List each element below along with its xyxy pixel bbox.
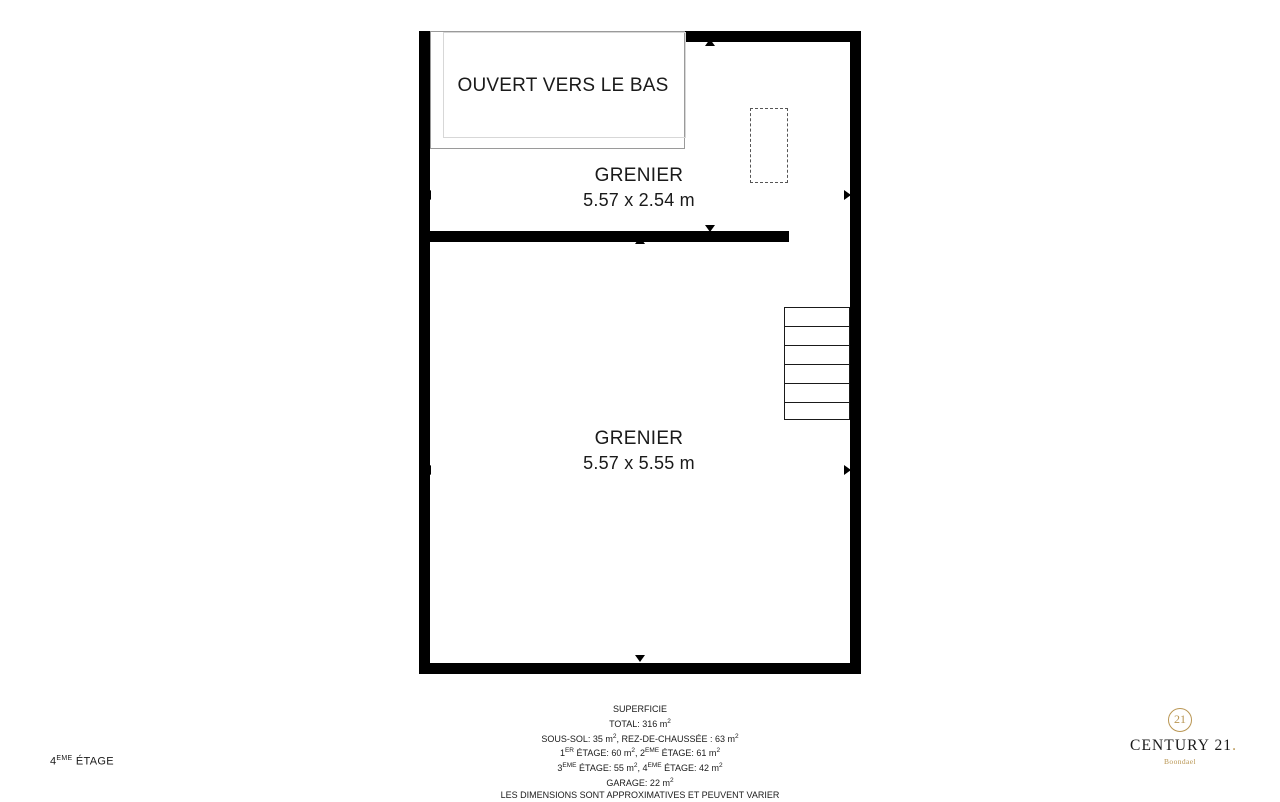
roof-hatch-dashed-rectangle [750,108,788,183]
dimension-arrow-right [844,465,851,475]
area-summary-line-4: GARAGE: 22 $m^2$ [606,776,674,788]
century21-agency-name: Boondael [1164,757,1196,766]
stair-step [785,326,849,327]
dimension-arrow-up [705,39,715,46]
area-summary-title: SUPERFICIE [612,704,667,714]
room-dimensions: 5.57 x 5.55 m [583,453,695,473]
staircase [784,307,850,420]
stair-step [785,364,849,365]
room-name: GRENIER [594,428,684,449]
area-summary-disclaimer: LES DIMENSIONS SONT APPROXIMATIVES ET PEUVENT VARIER [500,789,780,800]
area-summary-line-3: 3EME ÉTAGE: 55 $m^2$, 4EME ÉTAGE: 42 $m^2$ [557,762,723,774]
floor-indicator-ordinal: EME [56,755,73,762]
century21-badge-icon [1168,708,1192,732]
century21-wordmark-dot: . [1232,737,1238,754]
wall-bottom [419,663,861,674]
dimension-arrow-up [635,237,645,244]
century21-wordmark-text: CENTURY 21 [1130,737,1233,754]
room-name: GRENIER [594,165,684,186]
dimension-arrow-right [844,190,851,200]
wall-interior-partition [430,231,789,242]
area-summary-line-1: SOUS-SOL: 35 $m^2$, REZ-DE-CHAUSSÉE : 63 $m^2$ [541,732,739,744]
room-dimensions: 5.57 x 2.54 m [583,190,695,210]
century21-badge-glyph: 21 [1174,712,1186,726]
floor-plan [419,31,861,674]
area-summary [340,704,940,802]
floor-indicator-word: ÉTAGE [72,755,114,768]
room-label-grenier-lower [539,427,739,475]
open-to-below-label: OUVERT VERS LE BAS [457,75,669,96]
room-label-grenier-upper [539,164,739,212]
stair-step [785,402,849,403]
dimension-arrow-left [424,465,431,475]
stair-step [785,345,849,346]
floor-indicator [50,755,114,768]
stair-step [785,383,849,384]
century21-logo [1130,708,1238,766]
dimension-arrow-left [424,190,431,200]
century21-wordmark [1130,737,1238,755]
area-summary-line-2: 1ER ÉTAGE: 60 $m^2$, 2EME ÉTAGE: 61 $m^2$ [559,747,721,759]
wall-left [419,31,430,674]
floor-indicator-number: 4 [50,755,57,768]
dimension-arrow-down [635,655,645,662]
wall-right [850,31,861,674]
area-summary-total: TOTAL: 316 $m^2$ [609,717,671,729]
dimension-arrow-down [705,225,715,232]
